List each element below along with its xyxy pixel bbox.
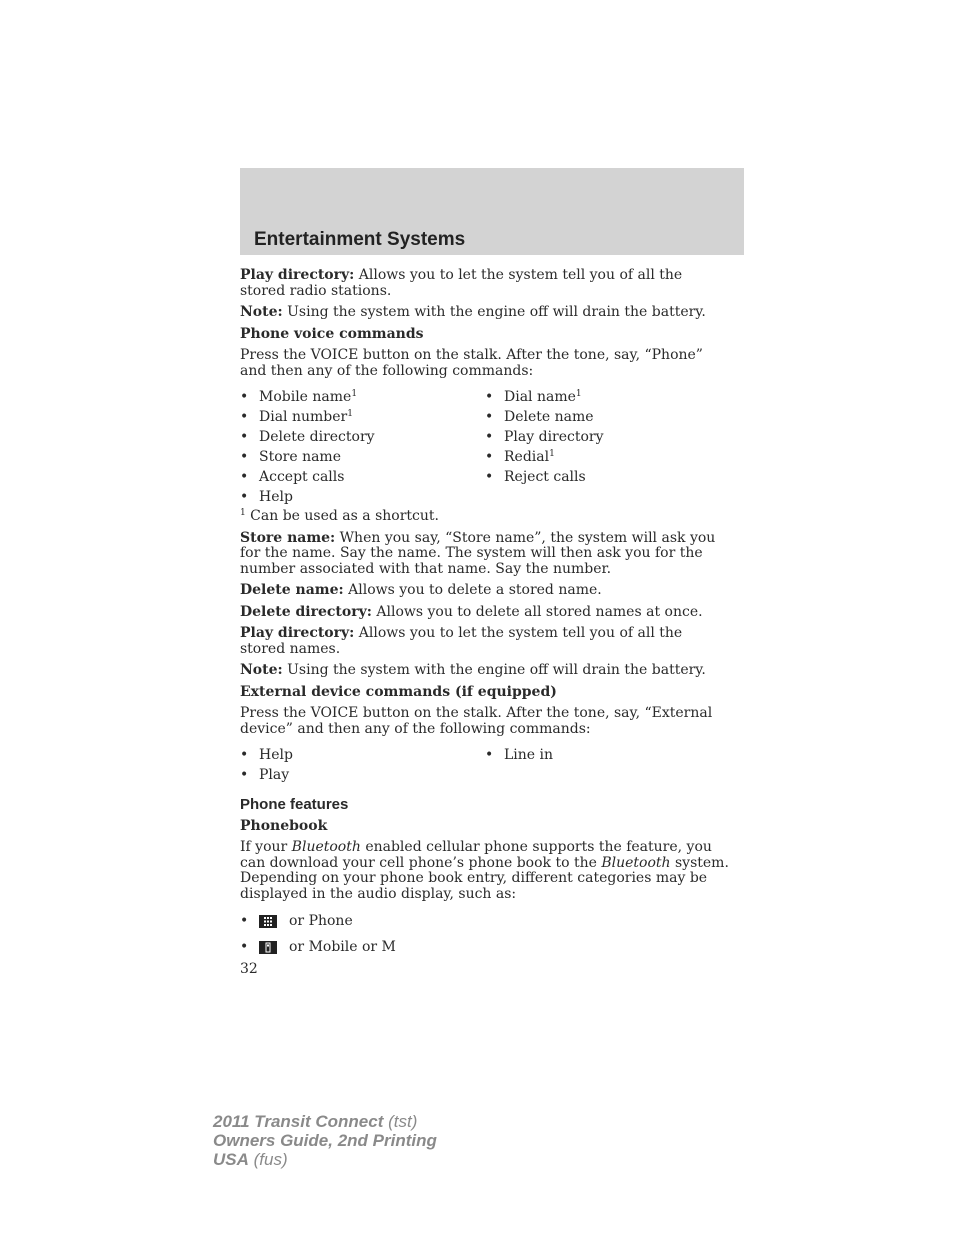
list-item: • Line in <box>485 747 554 763</box>
note-paragraph-2: Note: Using the system with the engine off will drain the battery. <box>240 662 706 678</box>
phone-commands-list <box>240 387 730 507</box>
section-header-band <box>240 168 744 255</box>
note-paragraph <box>240 305 730 321</box>
delete-name-paragraph: Delete name: Allows you to delete a stored name. <box>240 582 602 598</box>
footer-line-3: USA (fus) <box>213 1150 288 1169</box>
footer-line-2: Owners Guide, 2nd Printing <box>213 1131 437 1150</box>
phone-features-heading: Phone features <box>240 796 349 813</box>
term-label: Play directory: <box>240 267 355 283</box>
phone-keypad-icon <box>259 915 277 928</box>
external-device-intro: Press the VOICE button on the stalk. After the tone, say, “External device” and then any of the following commands: <box>240 705 713 737</box>
mobile-phone-icon <box>259 941 277 954</box>
list-item: • Delete name <box>485 409 594 425</box>
phonebook-paragraph: If your Bluetooth enabled cellular phone supports the feature, you can download your cell phone’s phone book to the Bluetooth system. Depending on your phone book entry, different categories may be displayed in the audio display, such as: <box>240 839 729 902</box>
list-item: • Redial$^1$ <box>485 449 555 465</box>
page-number: 32 <box>240 961 258 977</box>
store-name-paragraph: Store name: When you say, “Store name”, the system will ask you for the name. Say the name. The system will then ask you for the number associated with that name. Say the number. <box>240 529 716 577</box>
list-item: • Play <box>240 767 290 783</box>
commands-right-column <box>485 387 730 507</box>
external-commands-list <box>240 745 730 785</box>
play-directory-paragraph <box>240 268 730 299</box>
commands-left-column <box>240 387 485 507</box>
external-right-column <box>485 745 730 785</box>
list-item: • Play directory <box>485 429 604 445</box>
note-text: Using the system with the engine off will drain the battery. <box>282 304 706 320</box>
list-item: • Reject calls <box>485 469 586 485</box>
list-item: • Store name <box>240 449 341 465</box>
list-item: • Accept calls <box>240 469 345 485</box>
list-item: • Mobile name$^1$ <box>240 389 358 405</box>
phone-voice-heading: Phone voice commands <box>240 325 424 342</box>
external-device-heading: External device commands (if equipped) <box>240 683 557 700</box>
play-directory-names-paragraph: Play directory: Allows you to let the system tell you of all the stored names. <box>240 625 683 657</box>
footer-line-1: 2011 Transit Connect (tst) <box>213 1112 418 1131</box>
page-content <box>240 268 730 978</box>
list-item: • Help <box>240 489 293 505</box>
list-item: • or Mobile or M <box>240 939 396 955</box>
phone-voice-intro: Press the VOICE button on the stalk. After the tone, say, “Phone” and then any of the following commands: <box>240 347 703 379</box>
list-item: • Help <box>240 747 293 763</box>
note-label: Note: <box>240 304 283 320</box>
document-footer <box>213 1112 437 1169</box>
external-left-column <box>240 745 485 785</box>
section-title: Entertainment Systems <box>254 229 466 250</box>
footnote: $^1$ Can be used as a shortcut. <box>240 508 439 524</box>
list-item: • or Phone <box>240 913 353 929</box>
term-text: Allows you to let the system tell you of all the stored radio stations. <box>240 267 683 299</box>
list-item: • Delete directory <box>240 429 375 445</box>
list-item: • Dial name$^1$ <box>485 389 582 405</box>
phonebook-subheading: Phonebook <box>240 817 328 834</box>
list-item: • Dial number$^1$ <box>240 409 353 425</box>
delete-directory-paragraph: Delete directory: Allows you to delete all stored names at once. <box>240 603 703 620</box>
